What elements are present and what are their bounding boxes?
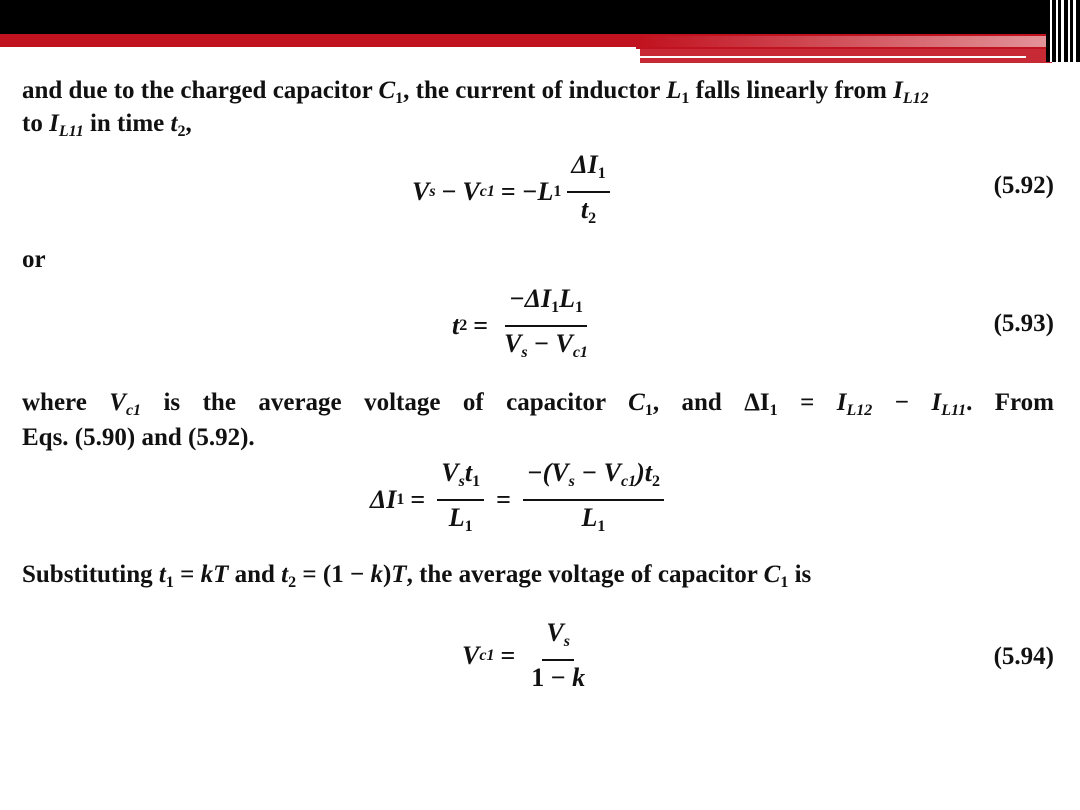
paragraph-line-2: to $I_{L11}$ in time $t_2$, — [22, 110, 192, 140]
slide-top-bar — [0, 0, 1080, 34]
paragraph-line-4: Eqs. (5.90) and (5.92). — [22, 424, 255, 451]
equation-delta-i1: ΔI 1 = $\frac{Vst_1}{L_1}$ = $\frac{-(Vs - Vc1)t_2}{L_1}$ — [370, 458, 670, 542]
equation-number-5-94: (5.94) — [993, 643, 1054, 670]
paragraph-line-1: and due to the charged capacitor $C_1$, the current of inductor $L_1$ falls linearly from $I_{L12}$ — [22, 77, 929, 107]
equation-5-94: V c1 = $\frac{Vs}{1 - k}$ — [462, 618, 595, 693]
equation-5-92: V s − V c1 = −L 1 $\frac{\Delta I_1}{t_2}$ — [412, 150, 616, 234]
fraction: $\frac{-\Delta I_1L_1}{Vs - Vc1}$ — [504, 284, 588, 361]
paragraph-line-3: where $V_{c1}$ is the average voltage of capacitor $C_1$, and $\Delta I_1 = I_{L12} - I_{L11}$. From — [22, 389, 1055, 419]
equation-number-5-93: (5.93) — [993, 310, 1054, 337]
slide-accent-fade — [640, 36, 1052, 47]
paragraph-line-5: Substituting $t_1$ = kT and $t_2 = (1 - k)T$, the average voltage of capacitor $C_1$ is — [22, 561, 812, 591]
fraction: $\frac{-(Vs - Vc1)t_2}{L_1}$ — [523, 458, 664, 542]
fraction: $\frac{Vs}{1 - k}$ — [531, 618, 586, 692]
slide-divider-line-right — [640, 56, 1026, 58]
fraction: $\frac{\Delta I_1}{t_2}$ — [567, 150, 609, 234]
equation-number-5-92: (5.92) — [993, 172, 1054, 199]
fraction: $\frac{Vst_1}{L_1}$ — [437, 458, 484, 542]
slide-divider-line — [0, 47, 636, 49]
equation-5-93: t 2 = $\frac{-\Delta I_1L_1}{Vs - Vc1}$ — [452, 284, 598, 368]
slide-corner-stripes — [1046, 0, 1080, 62]
text-or: or — [22, 246, 46, 273]
